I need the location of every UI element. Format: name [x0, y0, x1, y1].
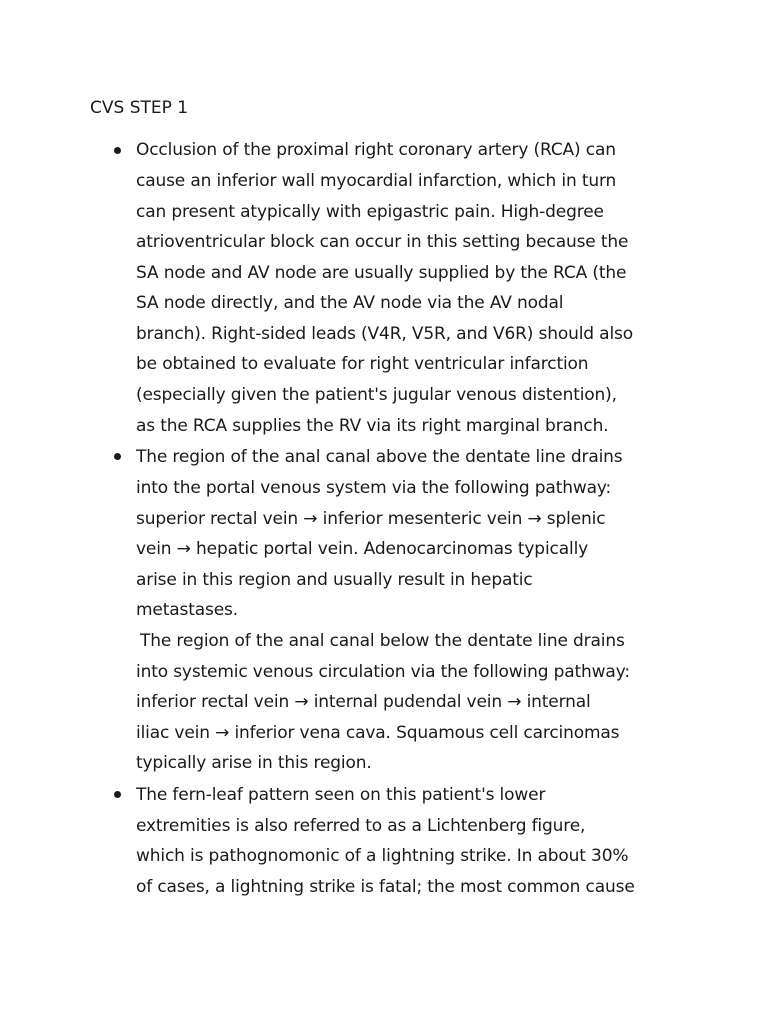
text-line: The region of the anal canal below the dentate line drains [140, 631, 625, 651]
text-line: cause an inferior wall myocardial infarction, which in turn [136, 171, 617, 191]
text-line: The region of the anal canal above the dentate line drains [136, 447, 623, 467]
text-line: can present atypically with epigastric pain. High-degree [136, 202, 604, 222]
bullet-marker [114, 453, 121, 460]
text-line: which is pathognomonic of a lightning strike. In about 30% [136, 846, 629, 866]
text-line: into systemic venous circulation via the following pathway: [136, 662, 630, 682]
text-line: The fern-leaf pattern seen on this patient's lower [136, 785, 546, 805]
text-line: atrioventricular block can occur in this setting because the [136, 232, 629, 252]
text-line: extremities is also referred to as a Lichtenberg figure, [136, 816, 586, 836]
text-line: be obtained to evaluate for right ventricular infarction [136, 354, 589, 374]
text-line: vein → hepatic portal vein. Adenocarcinomas typically [136, 539, 589, 559]
text-line: typically arise in this region. [136, 753, 372, 773]
text-line: of cases, a lightning strike is fatal; the most common cause [136, 877, 635, 897]
text-line: metastases. [136, 600, 238, 620]
text-line: (especially given the patient's jugular venous distention), [136, 385, 617, 405]
text-line: iliac vein → inferior vena cava. Squamous cell carcinomas [136, 723, 620, 743]
text-line: into the portal venous system via the following pathway: [136, 478, 612, 498]
text-line: SA node and AV node are usually supplied by the RCA (the [136, 263, 627, 283]
bullet-marker [114, 147, 121, 154]
bullet-marker [114, 791, 121, 798]
text-line: superior rectal vein → inferior mesenteric vein → splenic [136, 509, 606, 529]
text-line: SA node directly, and the AV node via the AV nodal [136, 293, 564, 313]
text-line: branch). Right-sided leads (V4R, V5R, and V6R) should also [136, 324, 633, 344]
document-title: CVS STEP 1 [90, 98, 189, 118]
text-line: Occlusion of the proximal right coronary artery (RCA) can [136, 140, 616, 160]
text-line: inferior rectal vein → internal pudendal vein → internal [136, 692, 591, 712]
text-line: as the RCA supplies the RV via its right marginal branch. [136, 416, 609, 436]
text-line: arise in this region and usually result in hepatic [136, 570, 533, 590]
